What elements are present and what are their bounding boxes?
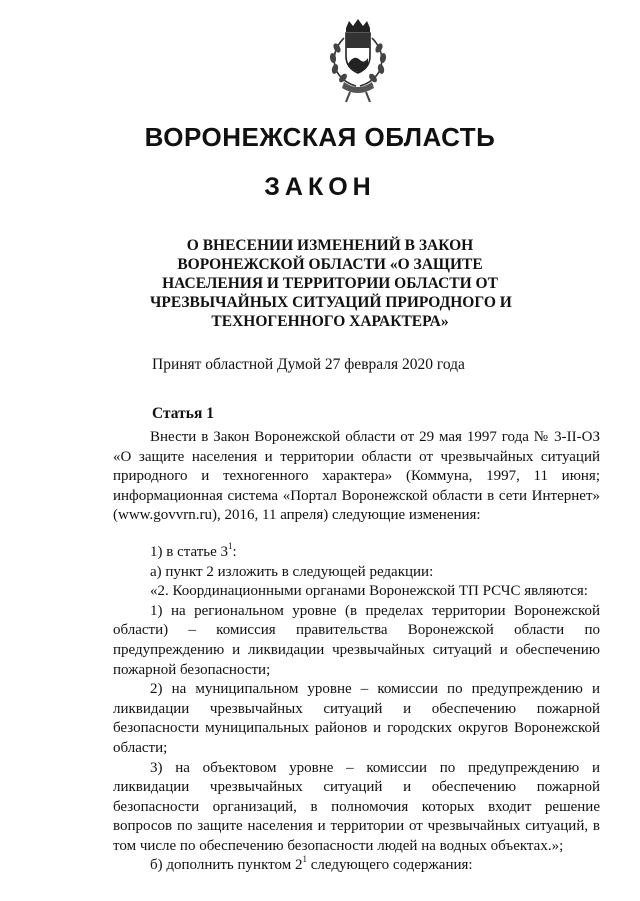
item-b-text: б) дополнить пунктом 2 <box>150 857 303 874</box>
quote-start: «2. Координационными органами Воронежской ТП РСЧС являются: <box>150 583 588 600</box>
law-title <box>150 236 510 331</box>
item-b-suffix: следующего содержания: <box>306 857 473 874</box>
item-1 <box>113 540 600 563</box>
item-1-suffix: : <box>232 543 237 560</box>
item-b-sup: 1 <box>302 854 307 865</box>
item-b <box>113 856 600 876</box>
article-heading: Статья 1 <box>152 405 214 422</box>
sub-item-3: 3) на объектовом уровне – комиссии по предупреждению и ликвидации чрезвычайных ситуаций и обеспечению пожарной безопасности организаций, в полномочия которых входит решение вопросов по защите населения и территории от чрезвычайных ситуаций, в том числе по обеспечению безопасности людей на водных объектах.»; <box>113 759 600 854</box>
law-title-line: ЧРЕЗВЫЧАЙНЫХ СИТУАЦИЙ ПРИРОДНОГО И <box>150 294 512 311</box>
sub-item-1: 1) на региональном уровне (в пределах территории Воронежской области) – комиссия правительства Воронежской области по предупреждению и ликвидации чрезвычайных ситуаций и обеспечению пожарной безопасности; <box>113 602 600 678</box>
voronezh-coat-of-arms-icon <box>316 18 400 106</box>
law-title-line: НАСЕЛЕНИЯ И ТЕРРИТОРИИ ОБЛАСТИ ОТ <box>162 275 498 292</box>
article-body <box>113 428 600 876</box>
law-title-line: ТЕХНОГЕННОГО ХАРАКТЕРА» <box>211 313 449 330</box>
coat-of-arms-emblem <box>316 18 400 106</box>
item-1-sup: 1 <box>228 540 233 551</box>
adoption-date: Принят областной Думой 27 февраля 2020 года <box>152 356 465 373</box>
document-type: ЗАКОН <box>264 173 376 201</box>
law-title-line: ВОРОНЕЖСКОЙ ОБЛАСТИ «О ЗАЩИТЕ <box>177 256 483 273</box>
law-title-line: О ВНЕСЕНИИ ИЗМЕНЕНИЙ В ЗАКОН <box>186 237 474 254</box>
item-1-text: 1) в статье 3 <box>150 543 229 560</box>
item-a: а) пункт 2 изложить в следующей редакции: <box>150 563 434 580</box>
article-intro: Внести в Закон Воронежской области от 29 мая 1997 года № 3-II-ОЗ «О защите населения и территории области от чрезвычайных ситуаций природного и техногенного характера» (Коммуна, 1997, 11 июня; информационная система «Портал Воронежской области в сети Интернет» (www.govvrn.ru), 2016, 11 апреля) следующие изменения: <box>113 429 600 524</box>
sub-item-2: 2) на муниципальном уровне – комиссии по предупреждению и ликвидации чрезвычайных ситуаций и обеспечению пожарной безопасности муниципальных районов и городских округов Воронежской области; <box>113 681 600 756</box>
region-name: ВОРОНЕЖСКАЯ ОБЛАСТЬ <box>144 122 496 152</box>
